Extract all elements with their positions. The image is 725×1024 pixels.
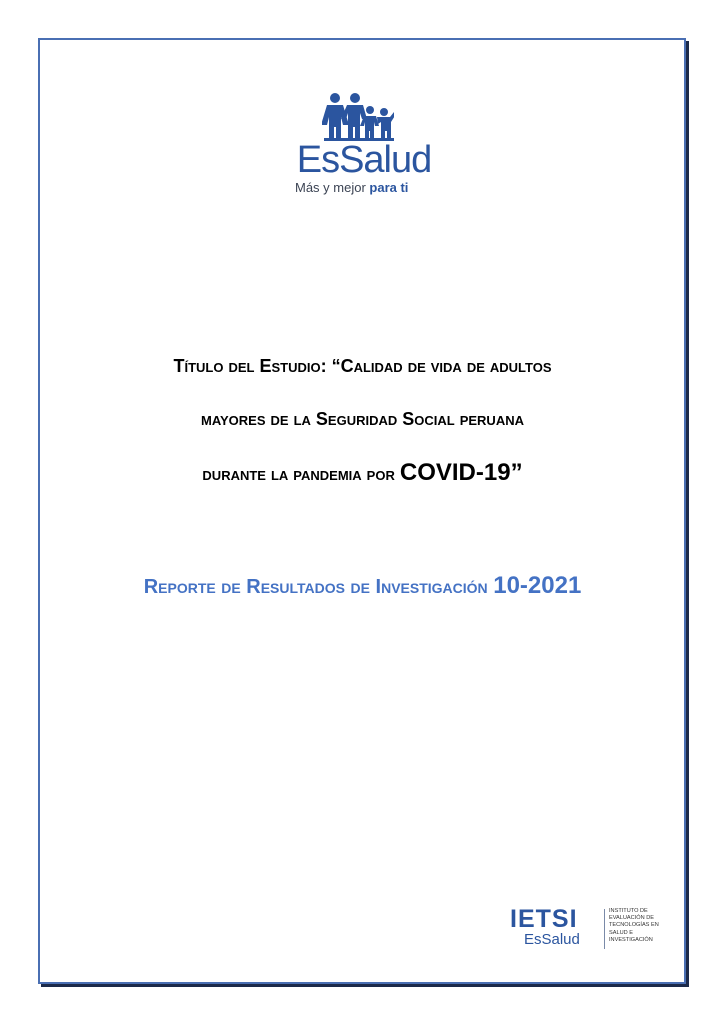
title-line-1 [60,340,665,393]
ietsi-divider [604,909,605,949]
title-quote-start: “Calidad de vida de adultos [331,356,552,376]
ietsi-desc-line: SALUD E [609,929,633,936]
brand-name: EsSalud [296,139,432,181]
ietsi-desc-line: INVESTIGACIÓN [609,936,653,943]
study-title [60,340,665,501]
ietsi-desc-line: TECNOLOGÍAS EN [609,922,659,929]
ietsi-sub: EsSalud [524,931,580,948]
family-figures-icon [322,92,394,142]
title-label: Título del Estudio: [173,356,332,376]
tagline-bold: para ti [369,180,409,195]
report-number: 10-2021 [493,572,582,599]
title-quote-end: ” [510,459,523,486]
ietsi-logo [510,905,670,955]
essalud-logo [289,92,439,202]
ietsi-name: IETSI [510,905,578,933]
report-heading [60,566,665,607]
ietsi-desc-line: INSTITUTO DE [609,908,648,914]
tagline-regular: Más y mejor [295,180,370,195]
report-label: Reporte de Resultados de Investigación [143,576,494,598]
title-line-3 [60,446,665,501]
title-line-3-text: durante la pandemia por [202,464,400,484]
brand-tagline [295,180,445,196]
title-line-2: mayores de la Seguridad Social peruana [200,409,524,429]
ietsi-desc-line: EVALUACIÓN DE [609,915,654,922]
title-covid: COVID-19 [399,459,511,486]
ietsi-description [609,908,669,944]
